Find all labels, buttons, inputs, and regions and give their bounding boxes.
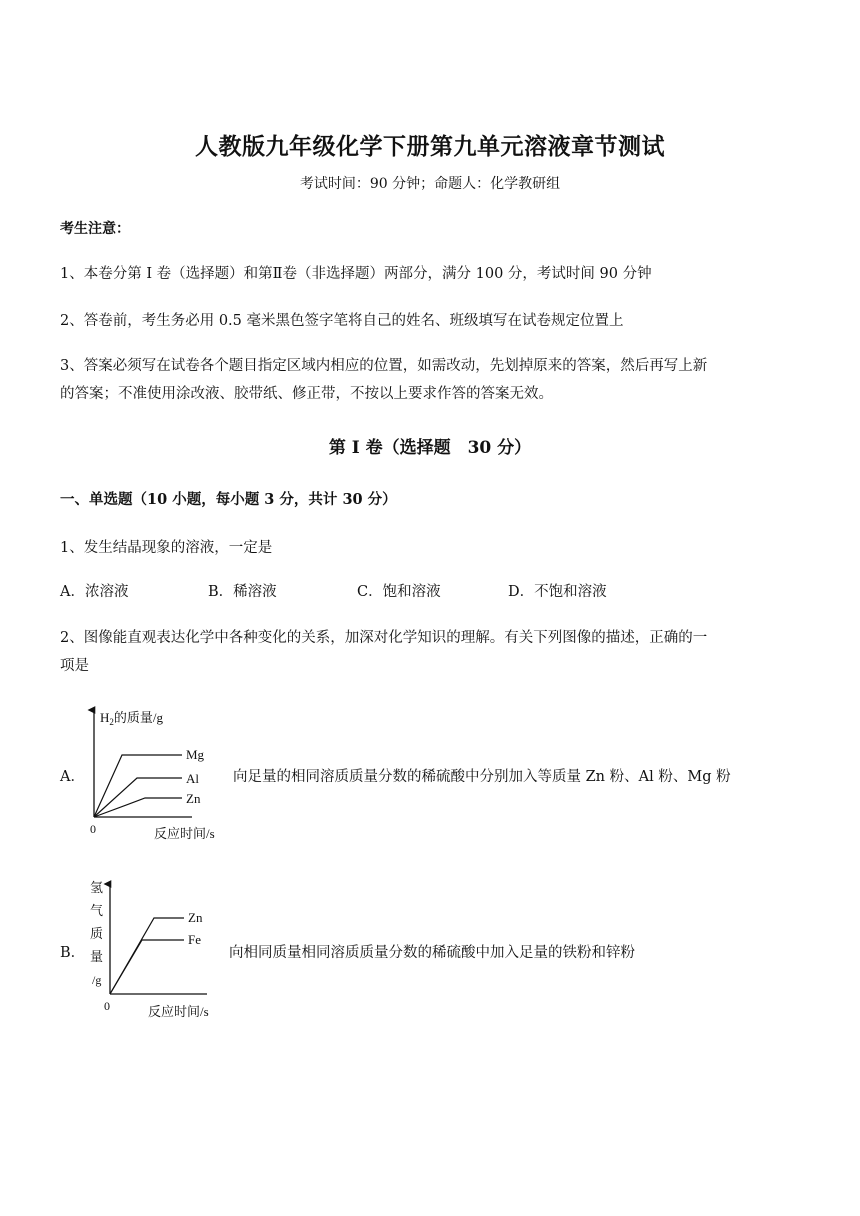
question-2-option-a-label: A． xyxy=(60,769,85,785)
curve-mg xyxy=(94,755,182,817)
notice-item-1: 1、本卷分第 I 卷（选择题）和第Ⅱ卷（非选择题）两部分，满分 100 分，考试时间 90 分钟 xyxy=(60,266,652,282)
page-title: 人教版九年级化学下册第九单元溶液章节测试 xyxy=(195,133,665,160)
notice-heading: 考生注意： xyxy=(60,221,130,237)
question-1-option-b: B．稀溶液 xyxy=(208,584,277,600)
curve-fe xyxy=(110,940,184,994)
graph-b xyxy=(82,876,232,1024)
question-1-option-d: D．不饱和溶液 xyxy=(508,584,607,600)
question-2-option-b-text: 向相同质量相同溶质质量分数的稀硫酸中加入足量的铁粉和锌粉 xyxy=(229,945,635,961)
origin-label: 0 xyxy=(90,822,96,836)
question-2-stem: 2、图像能直观表达化学中各种变化的关系，加深对化学知识的理解。有关下列图像的描述，正确的一 xyxy=(60,630,708,646)
question-2-option-b-label: B． xyxy=(60,945,86,961)
curve-zn xyxy=(110,918,184,994)
y-axis-label-char-2: 气 xyxy=(90,903,104,918)
y-axis-label-char-1: 氢 xyxy=(90,880,104,895)
graph-a xyxy=(82,700,232,846)
question-1-option-c: C．饱和溶液 xyxy=(357,584,441,600)
notice-item-3-cont: 的答案；不准使用涂改液、胶带纸、修正带，不按以上要求作答的答案无效。 xyxy=(60,386,553,402)
series-label-fe: Fe xyxy=(188,932,201,947)
x-axis-label: 反应时间/s xyxy=(148,1004,209,1019)
series-label-al: Al xyxy=(186,771,199,786)
y-axis-label-char-4: 量 xyxy=(90,949,104,964)
question-2-option-a-text: 向足量的相同溶质质量分数的稀硫酸中分别加入等质量 Zn 粉、Al 粉、Mg 粉 xyxy=(233,769,731,785)
question-1-option-a: A．浓溶液 xyxy=(60,584,129,600)
curve-zn xyxy=(94,798,182,817)
section-title: 第 I 卷（选择题 30 分） xyxy=(328,438,532,458)
origin-label: 0 xyxy=(104,999,110,1013)
y-axis-label-char-3: 质 xyxy=(90,926,104,941)
y-axis-label: $H_2$的质量/g xyxy=(100,710,164,727)
question-1-stem: 1、发生结晶现象的溶液，一定是 xyxy=(60,540,273,556)
question-2-stem-cont: 项是 xyxy=(60,658,89,674)
series-label-zn: Zn xyxy=(188,910,203,925)
series-label-mg: Mg xyxy=(186,747,205,762)
series-label-zn: Zn xyxy=(186,791,201,806)
notice-item-3: 3、答案必须写在试卷各个题目指定区域内相应的位置，如需改动，先划掉原来的答案，然后再写上新 xyxy=(60,358,708,374)
notice-item-2: 2、答卷前，考生务必用 0.5 毫米黑色签字笔将自己的姓名、班级填写在试卷规定位置上 xyxy=(60,313,624,329)
y-axis-label-unit: /g xyxy=(92,973,102,987)
exam-info: 考试时间：90 分钟；命题人：化学教研组 xyxy=(299,176,561,192)
part-heading: 一、单选题（10 小题，每小题 3 分，共计 30 分） xyxy=(60,491,397,508)
x-axis-label: 反应时间/s xyxy=(154,826,215,841)
